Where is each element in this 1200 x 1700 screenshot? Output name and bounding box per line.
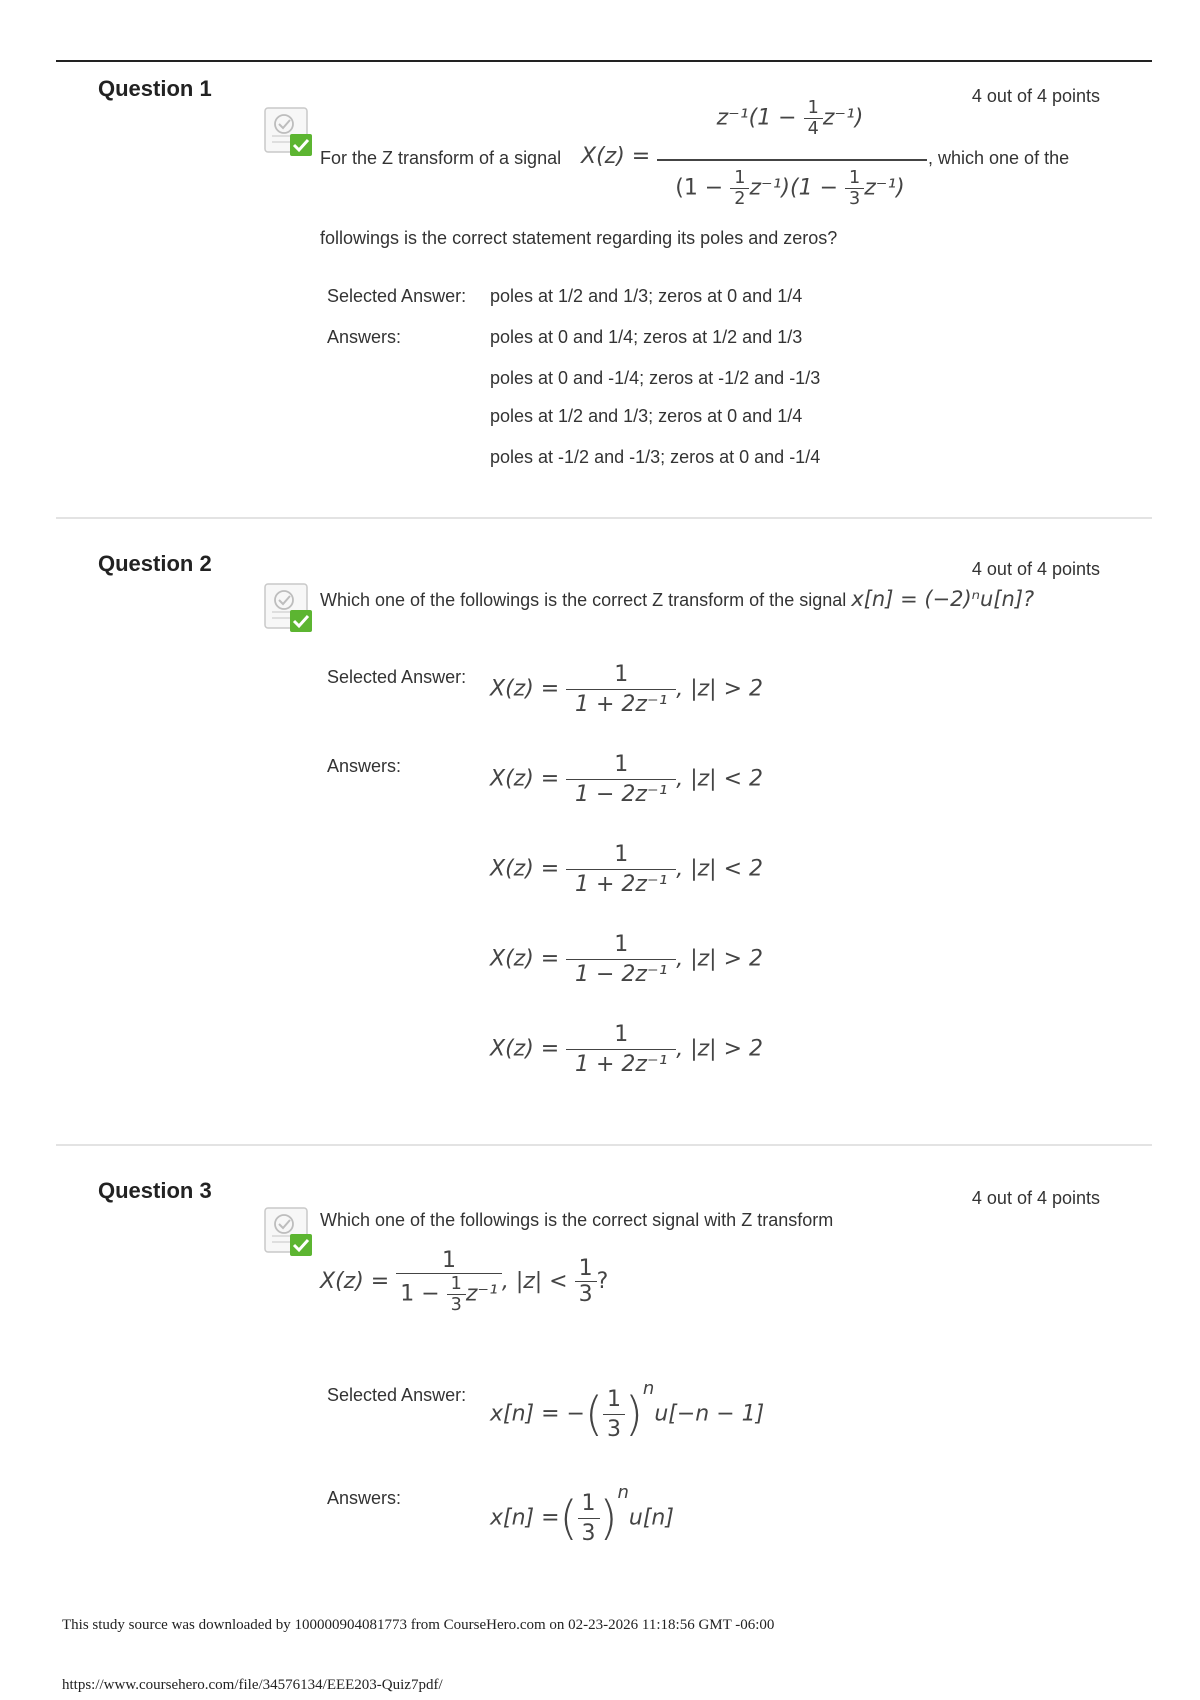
question-3-selected-label: Selected Answer: (327, 1385, 467, 1405)
separator-1 (56, 517, 1152, 519)
selected-lhs: x[n] = − (490, 1401, 585, 1427)
question-3-formula (320, 1248, 608, 1315)
option-roc: , |z| < 2 (676, 766, 763, 792)
option-lhs: X(z) = (490, 856, 560, 882)
answer-tail: u[n] (628, 1505, 674, 1531)
question-1-text-line2: followings is the correct statement regarding its poles and zeros? (320, 228, 838, 248)
left-paren: ( (584, 1387, 603, 1441)
separator-2 (56, 1144, 1152, 1146)
question-1-formula-lhs (581, 144, 650, 169)
numerator-tail: z⁻¹) (822, 105, 864, 131)
option-num: 1 (614, 842, 629, 867)
question-1-answer-4: poles at -1/2 and -1/3; zeros at 0 and -1/4 (490, 447, 821, 467)
formula-num: 1 (442, 1248, 457, 1273)
option-lhs: X(z) = (490, 1036, 560, 1062)
question-1-points: 4 out of 4 points (971, 86, 1100, 106)
formula-lhs-text: X(z) = (581, 144, 651, 169)
option-num: 1 (614, 752, 629, 777)
formula-den (396, 1273, 502, 1315)
question-2-points: 4 out of 4 points (971, 559, 1100, 579)
formula-roc: , |z| < (501, 1269, 575, 1294)
left-paren: ( (559, 1491, 578, 1545)
right-paren: ) (624, 1387, 643, 1441)
selected-exponent: n (642, 1378, 655, 1399)
formula-roc-frac-num: 1 (578, 1256, 593, 1281)
question-1-title: Question 1 (98, 76, 212, 101)
option-fraction (566, 842, 676, 897)
formula-den-frac-den: 3 (447, 1294, 466, 1315)
formula-den-a: 1 − (400, 1281, 447, 1307)
question-1-text-after: , which one of the (928, 148, 1070, 168)
option-den: 1 + 2z⁻¹ (566, 689, 676, 717)
question-1-answer-1: poles at 0 and 1/4; zeros at 1/2 and 1/3 (490, 327, 803, 347)
option-num: 1 (614, 662, 629, 687)
formula-lhs: X(z) = (320, 1269, 390, 1294)
answer-fraction (578, 1491, 600, 1546)
question-2-answer-option-3 (490, 932, 763, 987)
question-2-answers-label: Answers: (327, 756, 402, 776)
option-fraction (566, 1022, 676, 1077)
option-fraction (566, 662, 676, 717)
question-3-selected-answer (490, 1378, 764, 1442)
denominator-part-a: (1 − (675, 175, 731, 201)
option-fraction (566, 932, 676, 987)
question-1-text (320, 148, 561, 169)
option-num: 1 (614, 932, 629, 957)
question-2-title: Question 2 (98, 551, 212, 576)
answer-exponent: n (617, 1482, 629, 1503)
question-3-text: Which one of the followings is the correct signal with Z transform (320, 1210, 834, 1230)
correct-check-icon (264, 582, 314, 636)
option-roc: , |z| < 2 (676, 856, 763, 882)
formula-fraction (396, 1248, 502, 1315)
option-fraction (566, 752, 676, 807)
question-1-formula-numerator (655, 98, 925, 139)
denominator-frac-2-den: 3 (845, 188, 864, 209)
question-2-text-before: Which one of the followings is the correct Z transform of the signal (320, 590, 847, 610)
question-1-formula-denominator (655, 168, 925, 209)
question-1-answer-2: poles at 0 and -1/4; zeros at -1/2 and -1/3 (490, 368, 821, 388)
denominator-frac-1 (730, 168, 749, 209)
correct-check-icon (264, 1206, 314, 1260)
question-1-answer-3: poles at 1/2 and 1/3; zeros at 0 and 1/4 (490, 406, 803, 426)
selected-fraction (603, 1387, 625, 1442)
option-den: 1 − 2z⁻¹ (566, 959, 676, 987)
top-rule (56, 60, 1152, 62)
denominator-frac-2 (845, 168, 864, 209)
answer-frac-den: 3 (578, 1518, 600, 1546)
question-2-selected-label: Selected Answer: (327, 667, 467, 687)
option-lhs: X(z) = (490, 766, 560, 792)
question-2-text (320, 587, 1034, 611)
question-2-answer-option-2 (490, 842, 763, 897)
question-2-selected-option (490, 662, 763, 717)
numerator-frac-den: 4 (804, 118, 823, 139)
option-num: 1 (614, 1022, 629, 1047)
download-notice: This study source was downloaded by 100000904081773 from CourseHero.com on 02-23-2026 11:18:56 GMT -06:00 (62, 1617, 775, 1633)
correct-check-icon (264, 106, 314, 160)
question-2-answer-option-4 (490, 1022, 763, 1077)
question-1-answers-label: Answers: (327, 327, 402, 347)
denominator-frac-2-num: 1 (849, 168, 861, 188)
question-3-title: Question 3 (98, 1178, 212, 1203)
question-3-answers-label: Answers: (327, 1488, 402, 1508)
formula-roc-frac-den: 3 (575, 1281, 597, 1307)
answer-frac-num: 1 (581, 1490, 596, 1516)
question-1-text-before: For the Z transform of a signal (320, 148, 562, 168)
selected-tail: u[−n − 1] (654, 1401, 765, 1427)
question-3-points: 4 out of 4 points (971, 1188, 1100, 1208)
question-1-fraction-bar (657, 159, 927, 161)
denominator-frac-1-num: 1 (734, 168, 746, 188)
selected-frac-den: 3 (603, 1414, 625, 1442)
numerator-part: z⁻¹(1 − (716, 105, 804, 131)
answer-lhs: x[n] = (490, 1505, 560, 1531)
option-den: 1 − 2z⁻¹ (566, 779, 676, 807)
option-roc: , |z| > 2 (676, 946, 763, 972)
question-2-answer-option-1 (490, 752, 763, 807)
option-lhs: X(z) = (490, 676, 560, 702)
formula-den-b: z⁻¹ (465, 1281, 498, 1307)
source-url: https://www.coursehero.com/file/34576134/EEE203-Quiz7pdf/ (62, 1677, 443, 1693)
option-roc: , |z| > 2 (676, 1036, 763, 1062)
question-3-answer-option-1 (490, 1482, 674, 1546)
right-paren: ) (599, 1491, 618, 1545)
formula-den-frac (447, 1274, 466, 1315)
question-1-selected-label: Selected Answer: (327, 286, 467, 306)
question-1-selected-answer: poles at 1/2 and 1/3; zeros at 0 and 1/4 (490, 286, 803, 306)
formula-den-frac-num: 1 (450, 1274, 462, 1294)
numerator-frac-num: 1 (807, 98, 819, 118)
numerator-frac (804, 98, 823, 139)
denominator-frac-1-den: 2 (730, 188, 749, 209)
question-2-signal: x[n] = (−2)ⁿu[n]? (851, 587, 1035, 611)
denominator-part-c: z⁻¹) (864, 175, 905, 201)
formula-tail: ? (596, 1269, 609, 1294)
denominator-part-b: z⁻¹)(1 − (749, 175, 845, 201)
option-lhs: X(z) = (490, 946, 560, 972)
option-den: 1 + 2z⁻¹ (566, 869, 676, 897)
selected-frac-num: 1 (606, 1386, 621, 1412)
formula-roc-frac (575, 1256, 597, 1307)
option-den: 1 + 2z⁻¹ (566, 1049, 676, 1077)
option-roc: , |z| > 2 (676, 676, 763, 702)
